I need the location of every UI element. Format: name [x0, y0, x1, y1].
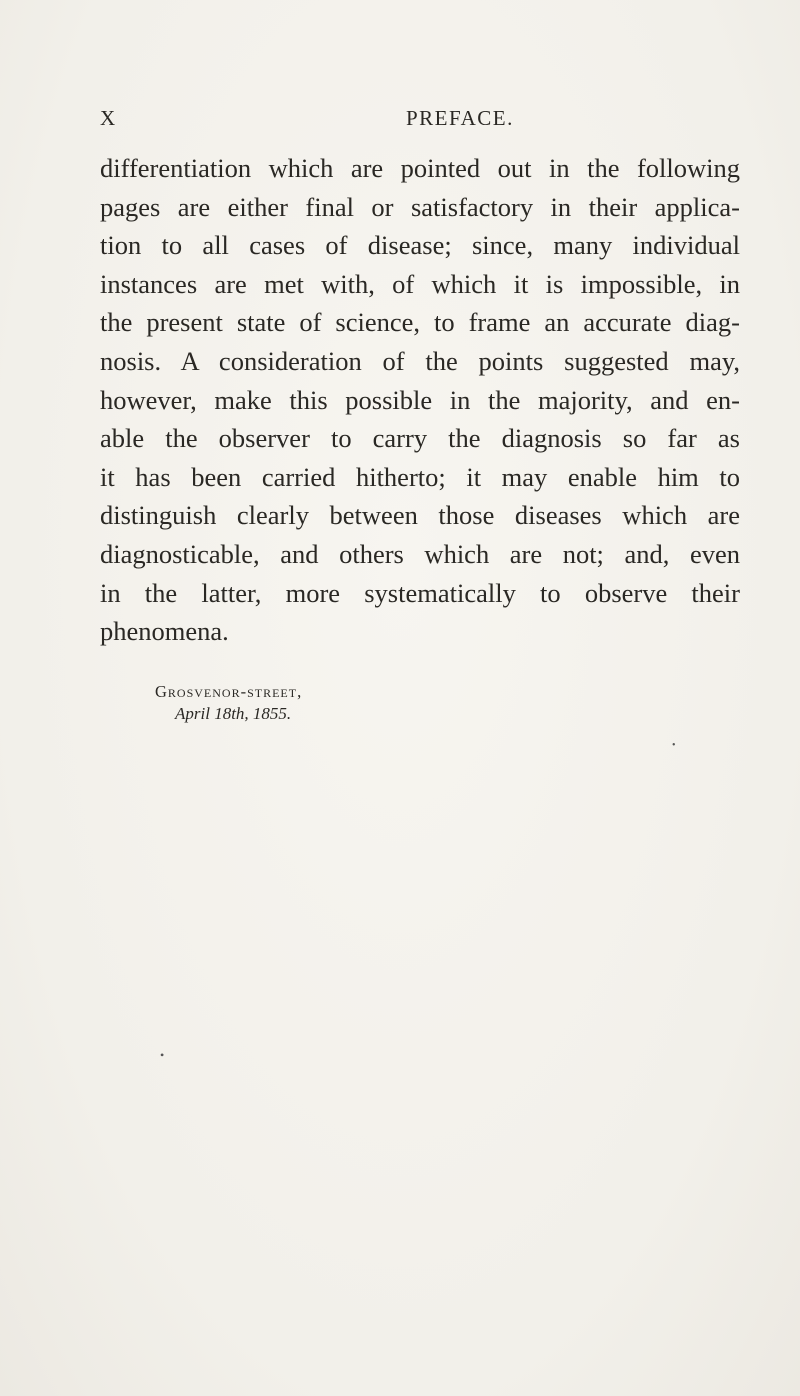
text-line: nosis. A consideration of the points suggested may, — [100, 345, 740, 376]
ink-speck: • — [672, 740, 676, 751]
text-line: able the observer to carry the diagnosis so far as — [100, 423, 740, 454]
text-line: tion to all cases of disease; since, many individual — [100, 230, 740, 261]
signature-block — [155, 681, 302, 725]
text-line: the present state of science, to frame an accurate diag- — [100, 307, 740, 338]
page-number: X — [100, 106, 117, 130]
signature-date: April 18th, 1855. — [175, 704, 292, 723]
text-line: instances are met with, of which it is impossible, in — [100, 268, 740, 299]
running-title: PREFACE. — [406, 106, 514, 130]
signature-place: Grosvenor-street, — [155, 682, 303, 701]
text-line: phenomena. — [100, 616, 229, 647]
preface-paragraph — [100, 149, 740, 651]
text-line: diagnosticable, and others which are not; and, even — [100, 538, 740, 569]
text-line: in the latter, more systematically to observe their — [100, 577, 740, 608]
running-header — [100, 106, 700, 136]
text-line: distinguish clearly between those diseases which are — [100, 500, 740, 531]
text-line: however, make this possible in the majority, and en- — [100, 384, 740, 415]
ink-speck: • — [160, 1048, 165, 1062]
text-line: it has been carried hitherto; it may enable him to — [100, 461, 740, 492]
text-line: pages are either final or satisfactory in their applica- — [100, 191, 740, 222]
text-line: differentiation which are pointed out in the following — [100, 153, 740, 183]
